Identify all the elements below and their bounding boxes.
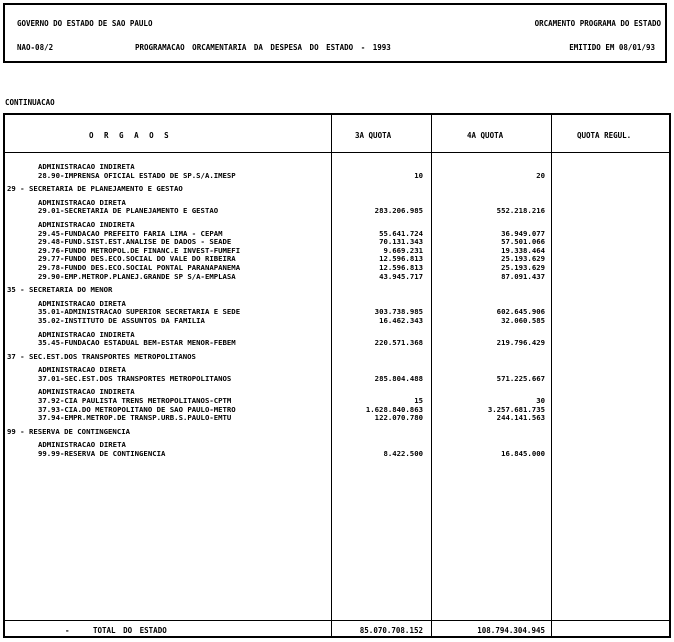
quota-4a-value: 25.193.629: [501, 254, 545, 264]
table-row: [5, 450, 669, 459]
budget-title: ORCAMENTO PROGRAMA DO ESTADO: [534, 19, 661, 28]
quota-4a-value: 36.949.077: [501, 228, 545, 238]
organ-name: 28.90-IMPRENSA OFICIAL ESTADO DE SP.S/A.IMESP: [38, 170, 236, 180]
organ-name: 37.94-EMPR.METROP.DE TRANSP.URB.S.PAULO-EMTU: [38, 413, 232, 423]
table-row: [5, 172, 669, 181]
organ-name: ADMINISTRACAO INDIRETA: [38, 219, 135, 229]
quota-4a-value: 30: [536, 396, 545, 406]
organ-name: ADMINISTRACAO DIRETA: [38, 298, 126, 308]
section-row: [5, 428, 669, 437]
section-title: 37 - SEC.EST.DOS TRANSPORTES METROPOLITANOS: [7, 351, 196, 361]
organ-name: 35.01-ADMINISTRACAO SUPERIOR SECRETARIA E SEDE: [38, 307, 241, 317]
table-row: [5, 273, 669, 282]
quota-3a-value: 220.571.368: [374, 338, 423, 348]
organ-name: 29.77-FUNDO DES.ECO.SOCIAL DO VALE DO RIBEIRA: [38, 254, 236, 264]
organ-name: 29.45-FUNDACAO PREFEITO FARIA LIMA - CEPAM: [38, 228, 223, 238]
quota-3a-value: 8.422.500: [383, 449, 423, 459]
quota-4a-value: 571.225.667: [496, 373, 545, 383]
organ-name: 37.92-CIA PAULISTA TRENS METROPOLITANOS-CPTM: [38, 396, 232, 406]
quota-4a-value: 219.796.429: [496, 338, 545, 348]
total-3a-quota: 85.070.708.152: [359, 626, 423, 635]
section-title: 35 - SECRETARIA DO MENOR: [7, 285, 113, 295]
quota-3a-value: 43.945.717: [379, 271, 423, 281]
column-header-3a-quota: 3A QUOTA: [355, 131, 392, 140]
organ-name: ADMINISTRACAO INDIRETA: [38, 329, 135, 339]
quota-3a-value: 70.131.343: [379, 237, 423, 247]
organ-name: 29.90-EMP.METROP.PLANEJ.GRANDE SP S/A-EMPLASA: [38, 271, 236, 281]
organ-name: ADMINISTRACAO INDIRETA: [38, 162, 135, 171]
quota-3a-value: 55.641.724: [379, 228, 423, 238]
issue-date: EMITIDO EM 08/01/93: [569, 43, 655, 52]
quota-4a-value: 244.141.563: [496, 413, 545, 423]
organ-name: ADMINISTRACAO DIRETA: [38, 440, 126, 450]
organ-name: ADMINISTRACAO DIRETA: [38, 365, 126, 375]
quota-4a-value: 25.193.629: [501, 262, 545, 272]
table-body: [5, 163, 669, 459]
quota-3a-value: 10: [414, 170, 423, 180]
section-title: 99 - RESERVA DE CONTINGENCIA: [7, 426, 131, 436]
quota-3a-value: 285.804.488: [374, 373, 423, 383]
budget-table: [3, 113, 671, 638]
quota-3a-value: 12.596.813: [379, 254, 423, 264]
quota-4a-value: 3.257.681.735: [487, 404, 545, 414]
report-header: [3, 3, 667, 63]
organ-name: 35.45-FUNDACAO ESTADUAL BEM-ESTAR MENOR-FEBEM: [38, 338, 236, 348]
total-label: TOTAL DO ESTADO: [93, 626, 167, 635]
quota-3a-value: 15: [414, 396, 423, 406]
quota-3a-value: 12.596.813: [379, 262, 423, 272]
organ-name: ADMINISTRACAO INDIRETA: [38, 387, 135, 397]
quota-4a-value: 602.645.906: [496, 307, 545, 317]
quota-4a-value: 20: [536, 170, 545, 180]
quota-4a-value: 16.845.000: [501, 449, 545, 459]
total-dash: -: [65, 626, 70, 635]
organ-name: 35.02-INSTITUTO DE ASSUNTOS DA FAMILIA: [38, 315, 205, 325]
quota-4a-value: 87.091.437: [501, 271, 545, 281]
table-row: [5, 207, 669, 216]
section-row: [5, 286, 669, 295]
quota-3a-value: 16.462.343: [379, 315, 423, 325]
header-divider: [5, 152, 669, 153]
organ-name: 99.99-RESERVA DE CONTINGENCIA: [38, 449, 166, 459]
organ-name: ADMINISTRACAO DIRETA: [38, 197, 126, 207]
organ-name: 29.01-SECRETARIA DE PLANEJAMENTO E GESTAO: [38, 206, 219, 216]
table-row: [5, 317, 669, 326]
organ-name: 29.78-FUNDO DES.ECO.SOCIAL PONTAL PARANAPANEMA: [38, 262, 241, 272]
section-row: [5, 185, 669, 194]
total-divider: [5, 620, 669, 621]
quota-3a-value: 1.628.840.863: [365, 404, 423, 414]
quota-4a-value: 57.501.066: [501, 237, 545, 247]
quota-3a-value: 122.070.780: [374, 413, 423, 423]
quota-4a-value: 552.218.216: [496, 206, 545, 216]
organ-name: 37.93-CIA.DO METROPOLITANO DE SAO PAULO-METRO: [38, 404, 236, 414]
report-code: NAO-08/2: [17, 43, 54, 52]
section-row: [5, 353, 669, 362]
quota-4a-value: 32.060.585: [501, 315, 545, 325]
quota-4a-value: 19.338.464: [501, 245, 545, 255]
quota-3a-value: 283.206.985: [374, 206, 423, 216]
quota-3a-value: 9.669.231: [383, 245, 423, 255]
government-title: GOVERNO DO ESTADO DE SAO PAULO: [17, 19, 153, 28]
table-row: [5, 375, 669, 384]
column-header-4a-quota: 4A QUOTA: [467, 131, 504, 140]
organ-name: 37.01-SEC.EST.DOS TRANSPORTES METROPOLITANOS: [38, 373, 232, 383]
continuation-label: CONTINUACAO: [5, 98, 55, 107]
organ-name: 29.76-FUNDO METROPOL.DE FINANC.E INVEST-FUMEFI: [38, 245, 241, 255]
column-header-quota-regul: QUOTA REGUL.: [577, 131, 632, 140]
section-title: 29 - SECRETARIA DE PLANEJAMENTO E GESTAO: [7, 184, 183, 194]
total-4a-quota: 108.794.304.945: [477, 626, 545, 635]
table-row: [5, 339, 669, 348]
quota-3a-value: 303.738.985: [374, 307, 423, 317]
column-header-orgaos: O R G A O S: [89, 131, 169, 140]
table-row: [5, 414, 669, 423]
report-subtitle: PROGRAMACAO ORCAMENTARIA DA DESPESA DO ESTADO - 1993: [135, 43, 391, 52]
organ-name: 29.48-FUND.SIST.EST.ANALISE DE DADOS - SEADE: [38, 237, 232, 247]
